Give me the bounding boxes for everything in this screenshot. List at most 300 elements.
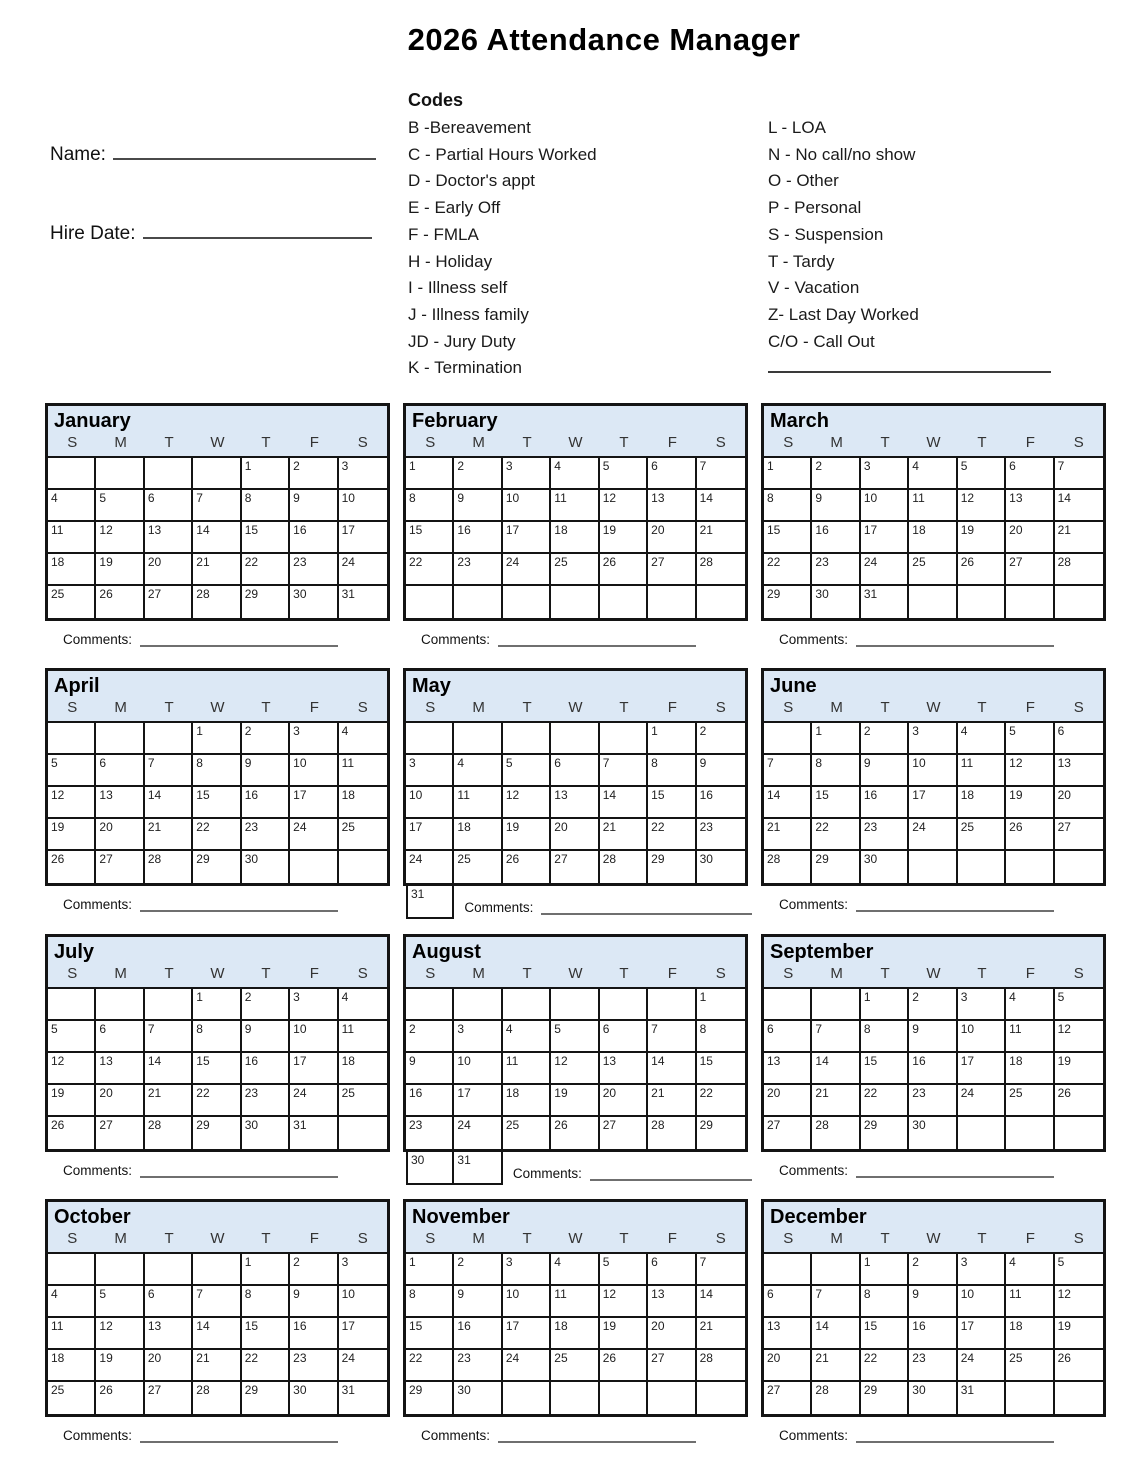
day-cell[interactable] xyxy=(648,1085,696,1117)
day-cell[interactable] xyxy=(48,851,96,883)
day-cell[interactable] xyxy=(648,723,696,755)
day-cell[interactable] xyxy=(290,1021,338,1053)
day-cell[interactable] xyxy=(861,989,909,1021)
day-cell[interactable] xyxy=(958,755,1006,787)
day-cell[interactable] xyxy=(96,1286,144,1318)
day-cell[interactable] xyxy=(242,522,290,554)
day-cell[interactable] xyxy=(1006,554,1054,586)
day-cell[interactable] xyxy=(697,1021,745,1053)
day-cell[interactable] xyxy=(339,819,387,851)
day-cell[interactable] xyxy=(48,522,96,554)
day-cell[interactable] xyxy=(145,522,193,554)
day-cell[interactable] xyxy=(503,1318,551,1350)
day-cell[interactable] xyxy=(861,1053,909,1085)
day-cell[interactable] xyxy=(96,1117,144,1149)
day-cell[interactable] xyxy=(909,819,957,851)
day-cell[interactable] xyxy=(958,787,1006,819)
day-cell[interactable] xyxy=(648,1021,696,1053)
day-cell[interactable] xyxy=(96,1053,144,1085)
day-cell[interactable] xyxy=(648,1254,696,1286)
comments-line[interactable] xyxy=(856,1163,1054,1178)
day-cell[interactable] xyxy=(909,755,957,787)
day-cell[interactable] xyxy=(96,1350,144,1382)
day-cell[interactable] xyxy=(48,1350,96,1382)
day-cell[interactable] xyxy=(48,1021,96,1053)
day-cell[interactable] xyxy=(958,458,1006,490)
day-cell[interactable] xyxy=(290,1254,338,1286)
day-cell[interactable] xyxy=(600,1117,648,1149)
day-cell[interactable] xyxy=(600,490,648,522)
day-cell[interactable] xyxy=(145,1085,193,1117)
day-cell[interactable] xyxy=(764,1382,812,1414)
day-cell[interactable] xyxy=(454,755,502,787)
day-cell[interactable] xyxy=(145,586,193,618)
day-cell[interactable] xyxy=(697,787,745,819)
day-cell[interactable] xyxy=(812,1085,860,1117)
day-cell[interactable] xyxy=(958,1053,1006,1085)
day-cell[interactable] xyxy=(145,554,193,586)
day-cell[interactable] xyxy=(600,1350,648,1382)
day-cell[interactable] xyxy=(1055,1021,1103,1053)
day-cell[interactable] xyxy=(339,755,387,787)
day-cell[interactable] xyxy=(764,1053,812,1085)
comments-line[interactable] xyxy=(856,1428,1054,1443)
day-cell[interactable] xyxy=(242,1350,290,1382)
day-cell[interactable] xyxy=(242,1382,290,1414)
day-cell[interactable] xyxy=(339,787,387,819)
day-cell[interactable] xyxy=(600,851,648,883)
day-cell[interactable] xyxy=(909,554,957,586)
day-cell[interactable] xyxy=(454,819,502,851)
day-cell[interactable] xyxy=(1055,989,1103,1021)
day-cell[interactable] xyxy=(1055,1254,1103,1286)
day-cell[interactable] xyxy=(958,723,1006,755)
day-cell[interactable] xyxy=(503,1021,551,1053)
day-cell[interactable] xyxy=(551,458,599,490)
day-cell[interactable] xyxy=(454,490,502,522)
day-cell[interactable] xyxy=(812,851,860,883)
day-cell[interactable] xyxy=(551,755,599,787)
day-cell[interactable] xyxy=(861,1085,909,1117)
day-cell[interactable] xyxy=(454,522,502,554)
day-cell[interactable] xyxy=(406,1152,454,1185)
day-cell[interactable] xyxy=(1006,755,1054,787)
day-cell[interactable] xyxy=(764,1117,812,1149)
day-cell[interactable] xyxy=(48,1382,96,1414)
comments-line[interactable] xyxy=(541,900,752,915)
day-cell[interactable] xyxy=(193,989,241,1021)
day-cell[interactable] xyxy=(697,1318,745,1350)
day-cell[interactable] xyxy=(96,490,144,522)
day-cell[interactable] xyxy=(48,554,96,586)
day-cell[interactable] xyxy=(764,787,812,819)
day-cell[interactable] xyxy=(1006,522,1054,554)
day-cell[interactable] xyxy=(96,1318,144,1350)
day-cell[interactable] xyxy=(193,787,241,819)
day-cell[interactable] xyxy=(909,458,957,490)
day-cell[interactable] xyxy=(909,1286,957,1318)
day-cell[interactable] xyxy=(503,755,551,787)
day-cell[interactable] xyxy=(909,1053,957,1085)
day-cell[interactable] xyxy=(454,787,502,819)
day-cell[interactable] xyxy=(1006,1350,1054,1382)
day-cell[interactable] xyxy=(290,1053,338,1085)
day-cell[interactable] xyxy=(764,1318,812,1350)
day-cell[interactable] xyxy=(339,1254,387,1286)
day-cell[interactable] xyxy=(1055,1085,1103,1117)
day-cell[interactable] xyxy=(48,787,96,819)
day-cell[interactable] xyxy=(290,586,338,618)
day-cell[interactable] xyxy=(193,1117,241,1149)
day-cell[interactable] xyxy=(454,851,502,883)
day-cell[interactable] xyxy=(648,819,696,851)
day-cell[interactable] xyxy=(861,1254,909,1286)
day-cell[interactable] xyxy=(193,851,241,883)
day-cell[interactable] xyxy=(145,1117,193,1149)
codes-blank-line[interactable] xyxy=(768,371,1051,373)
day-cell[interactable] xyxy=(861,723,909,755)
comments-line[interactable] xyxy=(590,1166,752,1181)
day-cell[interactable] xyxy=(96,554,144,586)
day-cell[interactable] xyxy=(406,1350,454,1382)
day-cell[interactable] xyxy=(290,1117,338,1149)
day-cell[interactable] xyxy=(339,522,387,554)
day-cell[interactable] xyxy=(697,819,745,851)
day-cell[interactable] xyxy=(503,522,551,554)
day-cell[interactable] xyxy=(406,851,454,883)
day-cell[interactable] xyxy=(551,1254,599,1286)
day-cell[interactable] xyxy=(600,755,648,787)
day-cell[interactable] xyxy=(406,819,454,851)
day-cell[interactable] xyxy=(339,1085,387,1117)
day-cell[interactable] xyxy=(600,1254,648,1286)
day-cell[interactable] xyxy=(503,1350,551,1382)
day-cell[interactable] xyxy=(600,1053,648,1085)
day-cell[interactable] xyxy=(145,851,193,883)
day-cell[interactable] xyxy=(861,819,909,851)
day-cell[interactable] xyxy=(1006,458,1054,490)
day-cell[interactable] xyxy=(242,1286,290,1318)
day-cell[interactable] xyxy=(764,458,812,490)
day-cell[interactable] xyxy=(648,1053,696,1085)
day-cell[interactable] xyxy=(339,1286,387,1318)
day-cell[interactable] xyxy=(958,1350,1006,1382)
day-cell[interactable] xyxy=(339,989,387,1021)
day-cell[interactable] xyxy=(406,1085,454,1117)
day-cell[interactable] xyxy=(909,989,957,1021)
day-cell[interactable] xyxy=(242,586,290,618)
name-input-line[interactable] xyxy=(113,142,376,160)
day-cell[interactable] xyxy=(861,490,909,522)
day-cell[interactable] xyxy=(909,723,957,755)
day-cell[interactable] xyxy=(812,819,860,851)
day-cell[interactable] xyxy=(958,819,1006,851)
day-cell[interactable] xyxy=(242,851,290,883)
day-cell[interactable] xyxy=(697,554,745,586)
day-cell[interactable] xyxy=(339,554,387,586)
day-cell[interactable] xyxy=(958,1021,1006,1053)
day-cell[interactable] xyxy=(861,1318,909,1350)
day-cell[interactable] xyxy=(861,787,909,819)
day-cell[interactable] xyxy=(503,1117,551,1149)
day-cell[interactable] xyxy=(600,819,648,851)
day-cell[interactable] xyxy=(861,522,909,554)
day-cell[interactable] xyxy=(339,1318,387,1350)
day-cell[interactable] xyxy=(697,458,745,490)
day-cell[interactable] xyxy=(812,554,860,586)
day-cell[interactable] xyxy=(812,1286,860,1318)
day-cell[interactable] xyxy=(242,989,290,1021)
day-cell[interactable] xyxy=(909,787,957,819)
day-cell[interactable] xyxy=(812,1350,860,1382)
day-cell[interactable] xyxy=(1055,1318,1103,1350)
day-cell[interactable] xyxy=(551,554,599,586)
day-cell[interactable] xyxy=(600,522,648,554)
day-cell[interactable] xyxy=(339,458,387,490)
comments-line[interactable] xyxy=(498,632,696,647)
day-cell[interactable] xyxy=(96,851,144,883)
day-cell[interactable] xyxy=(503,851,551,883)
day-cell[interactable] xyxy=(48,1318,96,1350)
day-cell[interactable] xyxy=(145,755,193,787)
day-cell[interactable] xyxy=(193,490,241,522)
day-cell[interactable] xyxy=(1006,989,1054,1021)
day-cell[interactable] xyxy=(812,1053,860,1085)
day-cell[interactable] xyxy=(697,1286,745,1318)
day-cell[interactable] xyxy=(1055,1350,1103,1382)
day-cell[interactable] xyxy=(406,755,454,787)
day-cell[interactable] xyxy=(290,522,338,554)
day-cell[interactable] xyxy=(812,522,860,554)
day-cell[interactable] xyxy=(764,490,812,522)
day-cell[interactable] xyxy=(145,490,193,522)
day-cell[interactable] xyxy=(1006,1318,1054,1350)
day-cell[interactable] xyxy=(764,1286,812,1318)
day-cell[interactable] xyxy=(600,1318,648,1350)
day-cell[interactable] xyxy=(600,787,648,819)
day-cell[interactable] xyxy=(503,1286,551,1318)
day-cell[interactable] xyxy=(600,1286,648,1318)
comments-line[interactable] xyxy=(856,632,1054,647)
day-cell[interactable] xyxy=(96,787,144,819)
comments-line[interactable] xyxy=(140,1163,338,1178)
day-cell[interactable] xyxy=(454,458,502,490)
day-cell[interactable] xyxy=(958,522,1006,554)
day-cell[interactable] xyxy=(454,1254,502,1286)
day-cell[interactable] xyxy=(812,787,860,819)
day-cell[interactable] xyxy=(909,522,957,554)
day-cell[interactable] xyxy=(290,1085,338,1117)
day-cell[interactable] xyxy=(290,1382,338,1414)
day-cell[interactable] xyxy=(193,554,241,586)
day-cell[interactable] xyxy=(503,1254,551,1286)
day-cell[interactable] xyxy=(193,1085,241,1117)
day-cell[interactable] xyxy=(290,1350,338,1382)
day-cell[interactable] xyxy=(958,554,1006,586)
day-cell[interactable] xyxy=(48,1053,96,1085)
day-cell[interactable] xyxy=(764,755,812,787)
day-cell[interactable] xyxy=(697,490,745,522)
day-cell[interactable] xyxy=(551,851,599,883)
day-cell[interactable] xyxy=(697,1085,745,1117)
day-cell[interactable] xyxy=(242,1053,290,1085)
day-cell[interactable] xyxy=(1006,723,1054,755)
day-cell[interactable] xyxy=(242,458,290,490)
day-cell[interactable] xyxy=(648,787,696,819)
day-cell[interactable] xyxy=(290,554,338,586)
day-cell[interactable] xyxy=(406,1021,454,1053)
day-cell[interactable] xyxy=(551,1021,599,1053)
day-cell[interactable] xyxy=(406,787,454,819)
day-cell[interactable] xyxy=(861,586,909,618)
day-cell[interactable] xyxy=(600,1085,648,1117)
day-cell[interactable] xyxy=(96,1085,144,1117)
day-cell[interactable] xyxy=(697,851,745,883)
day-cell[interactable] xyxy=(764,586,812,618)
day-cell[interactable] xyxy=(764,522,812,554)
day-cell[interactable] xyxy=(648,522,696,554)
day-cell[interactable] xyxy=(454,1085,502,1117)
day-cell[interactable] xyxy=(600,458,648,490)
day-cell[interactable] xyxy=(503,458,551,490)
day-cell[interactable] xyxy=(406,1382,454,1414)
day-cell[interactable] xyxy=(1055,755,1103,787)
day-cell[interactable] xyxy=(812,458,860,490)
day-cell[interactable] xyxy=(1006,1254,1054,1286)
day-cell[interactable] xyxy=(193,1053,241,1085)
day-cell[interactable] xyxy=(242,1318,290,1350)
day-cell[interactable] xyxy=(96,819,144,851)
day-cell[interactable] xyxy=(406,1117,454,1149)
day-cell[interactable] xyxy=(290,1318,338,1350)
day-cell[interactable] xyxy=(290,989,338,1021)
day-cell[interactable] xyxy=(406,522,454,554)
day-cell[interactable] xyxy=(406,1286,454,1318)
day-cell[interactable] xyxy=(861,458,909,490)
day-cell[interactable] xyxy=(339,1382,387,1414)
day-cell[interactable] xyxy=(339,586,387,618)
day-cell[interactable] xyxy=(48,1085,96,1117)
day-cell[interactable] xyxy=(648,851,696,883)
day-cell[interactable] xyxy=(1006,1085,1054,1117)
day-cell[interactable] xyxy=(454,1286,502,1318)
day-cell[interactable] xyxy=(697,522,745,554)
day-cell[interactable] xyxy=(909,1382,957,1414)
day-cell[interactable] xyxy=(861,851,909,883)
day-cell[interactable] xyxy=(406,490,454,522)
day-cell[interactable] xyxy=(812,755,860,787)
day-cell[interactable] xyxy=(242,1021,290,1053)
day-cell[interactable] xyxy=(454,1318,502,1350)
day-cell[interactable] xyxy=(145,819,193,851)
day-cell[interactable] xyxy=(648,1350,696,1382)
day-cell[interactable] xyxy=(861,1117,909,1149)
day-cell[interactable] xyxy=(958,989,1006,1021)
day-cell[interactable] xyxy=(193,522,241,554)
day-cell[interactable] xyxy=(1055,1053,1103,1085)
day-cell[interactable] xyxy=(193,819,241,851)
day-cell[interactable] xyxy=(242,755,290,787)
day-cell[interactable] xyxy=(600,554,648,586)
day-cell[interactable] xyxy=(812,586,860,618)
day-cell[interactable] xyxy=(193,586,241,618)
day-cell[interactable] xyxy=(958,1254,1006,1286)
day-cell[interactable] xyxy=(764,1085,812,1117)
day-cell[interactable] xyxy=(503,819,551,851)
day-cell[interactable] xyxy=(861,1021,909,1053)
day-cell[interactable] xyxy=(242,554,290,586)
day-cell[interactable] xyxy=(290,490,338,522)
day-cell[interactable] xyxy=(242,723,290,755)
day-cell[interactable] xyxy=(406,458,454,490)
day-cell[interactable] xyxy=(551,1286,599,1318)
day-cell[interactable] xyxy=(339,1053,387,1085)
day-cell[interactable] xyxy=(96,1021,144,1053)
day-cell[interactable] xyxy=(648,1318,696,1350)
day-cell[interactable] xyxy=(145,1286,193,1318)
day-cell[interactable] xyxy=(193,1382,241,1414)
day-cell[interactable] xyxy=(909,1254,957,1286)
day-cell[interactable] xyxy=(551,787,599,819)
day-cell[interactable] xyxy=(96,586,144,618)
day-cell[interactable] xyxy=(503,554,551,586)
day-cell[interactable] xyxy=(1006,490,1054,522)
day-cell[interactable] xyxy=(697,755,745,787)
day-cell[interactable] xyxy=(145,1318,193,1350)
day-cell[interactable] xyxy=(242,1117,290,1149)
day-cell[interactable] xyxy=(193,723,241,755)
day-cell[interactable] xyxy=(958,1085,1006,1117)
day-cell[interactable] xyxy=(697,1350,745,1382)
day-cell[interactable] xyxy=(406,554,454,586)
day-cell[interactable] xyxy=(48,586,96,618)
day-cell[interactable] xyxy=(1006,787,1054,819)
day-cell[interactable] xyxy=(290,755,338,787)
day-cell[interactable] xyxy=(812,490,860,522)
day-cell[interactable] xyxy=(339,490,387,522)
day-cell[interactable] xyxy=(1055,554,1103,586)
comments-line[interactable] xyxy=(140,897,338,912)
day-cell[interactable] xyxy=(648,458,696,490)
day-cell[interactable] xyxy=(193,1350,241,1382)
day-cell[interactable] xyxy=(909,1021,957,1053)
day-cell[interactable] xyxy=(812,1021,860,1053)
day-cell[interactable] xyxy=(600,1021,648,1053)
day-cell[interactable] xyxy=(242,1254,290,1286)
day-cell[interactable] xyxy=(764,851,812,883)
day-cell[interactable] xyxy=(697,1053,745,1085)
day-cell[interactable] xyxy=(1006,1021,1054,1053)
day-cell[interactable] xyxy=(958,1286,1006,1318)
day-cell[interactable] xyxy=(648,554,696,586)
day-cell[interactable] xyxy=(551,490,599,522)
day-cell[interactable] xyxy=(812,1318,860,1350)
day-cell[interactable] xyxy=(454,1021,502,1053)
day-cell[interactable] xyxy=(648,1286,696,1318)
day-cell[interactable] xyxy=(697,989,745,1021)
day-cell[interactable] xyxy=(812,1382,860,1414)
day-cell[interactable] xyxy=(1055,723,1103,755)
day-cell[interactable] xyxy=(242,1085,290,1117)
day-cell[interactable] xyxy=(551,1053,599,1085)
comments-line[interactable] xyxy=(140,632,338,647)
day-cell[interactable] xyxy=(242,490,290,522)
comments-line[interactable] xyxy=(498,1428,696,1443)
day-cell[interactable] xyxy=(764,554,812,586)
day-cell[interactable] xyxy=(96,755,144,787)
day-cell[interactable] xyxy=(697,723,745,755)
day-cell[interactable] xyxy=(96,522,144,554)
